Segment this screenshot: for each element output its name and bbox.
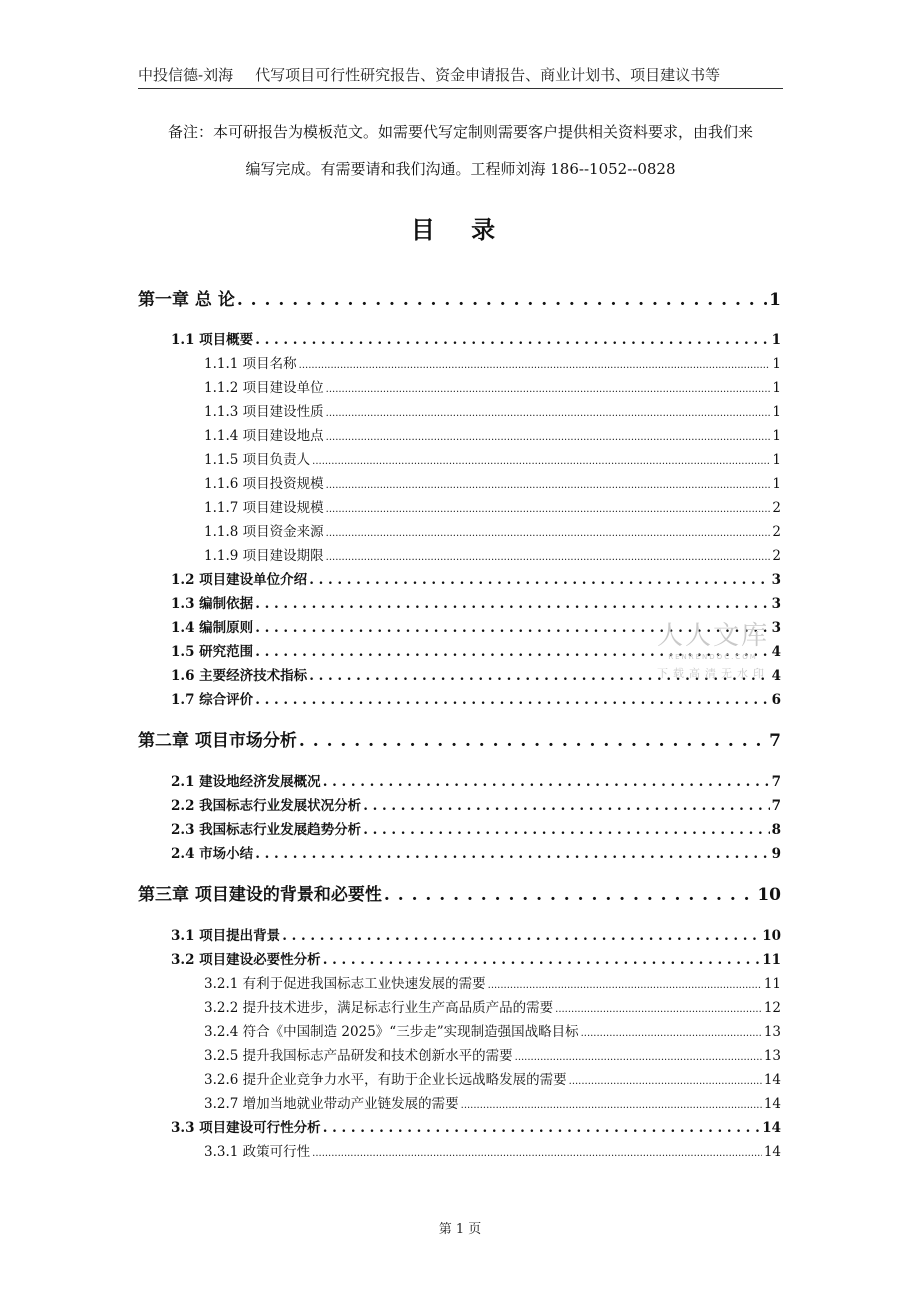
note-line-2: 编写完成。有需要请和我们沟通。工程师刘海 186--1052--0828 (245, 160, 676, 178)
toc-entry-sub[interactable] (138, 352, 781, 376)
toc-leader-dots (555, 996, 762, 1022)
toc-entry-page: 11 (763, 976, 781, 992)
toc-entry-page: 1 (772, 428, 781, 444)
toc-leader-dots (326, 400, 771, 426)
toc-leader-dots (363, 818, 769, 842)
toc-entry-page: 3 (771, 572, 781, 588)
toc-leader-dots (323, 1116, 761, 1140)
toc-leader-dots (326, 544, 771, 570)
toc-entry-page: 7 (769, 731, 781, 751)
toc-entry-page: 1 (772, 476, 781, 492)
toc-entry-sub[interactable] (138, 400, 781, 424)
toc-entry-title: 第一章 总 论 (138, 290, 235, 310)
header-author: 中投信德-刘海 (138, 66, 234, 84)
toc-entry-page: 13 (763, 1048, 781, 1064)
watermark-slogan: 下载高清无水印 (657, 667, 769, 680)
toc-leader-dots (569, 1068, 762, 1094)
toc-entry-sec[interactable] (138, 688, 781, 712)
toc-entry-sub[interactable] (138, 448, 781, 472)
toc-leader-dots (326, 424, 771, 450)
toc-leader-dots (326, 520, 771, 546)
toc-entry-chapter[interactable] (138, 282, 781, 318)
toc-entry-page: 8 (771, 822, 781, 838)
toc-entry-title: 1.5 研究范围 (171, 644, 254, 660)
toc-leader-dots (255, 842, 769, 866)
toc-leader-dots (323, 770, 770, 794)
toc-entry-title: 1.2 项目建设单位介绍 (171, 572, 308, 588)
toc-leader-dots (255, 688, 769, 712)
toc-entry-page: 4 (771, 644, 781, 660)
toc-entry-title: 1.7 综合评价 (171, 692, 254, 708)
toc-entry-page: 1 (772, 380, 781, 396)
toc-entry-sub[interactable] (138, 1068, 781, 1092)
toc-entry-title: 1.3 编制依据 (171, 596, 254, 612)
toc-entry-page: 14 (763, 1144, 781, 1160)
toc-entry-title: 第二章 项目市场分析 (138, 731, 297, 751)
toc-entry-page: 4 (771, 668, 781, 684)
toc-entry-title: 2.3 我国标志行业发展趋势分析 (171, 822, 362, 838)
watermark-title: 人人文库 (656, 621, 769, 651)
note-block (138, 114, 783, 188)
page-number: 第 1 页 (438, 1222, 482, 1237)
toc-entry-title: 1.1 项目概要 (171, 332, 254, 348)
toc-entry-title: 1.1.3 项目建设性质 (204, 404, 324, 420)
toc-entry-title: 3.1 项目提出背景 (171, 928, 281, 944)
toc-leader-dots (237, 282, 767, 318)
toc-entry-sec[interactable] (138, 592, 781, 616)
toc-entry-sub[interactable] (138, 424, 781, 448)
toc-entry-sub[interactable] (138, 1092, 781, 1116)
toc-leader-dots (326, 376, 771, 402)
table-of-contents (138, 282, 781, 1164)
toc-entry-sub[interactable] (138, 1020, 781, 1044)
watermark-site: RENRENDOC.COM (668, 653, 758, 661)
page-header (138, 64, 783, 85)
toc-leader-dots (323, 948, 761, 972)
toc-entry-page: 11 (762, 952, 781, 968)
toc-entry-sub[interactable] (138, 1044, 781, 1068)
toc-entry-title: 3.3 项目建设可行性分析 (171, 1120, 321, 1136)
toc-entry-sec[interactable] (138, 948, 781, 972)
toc-leader-dots (299, 352, 771, 378)
header-rule (138, 88, 783, 89)
toc-entry-title: 3.2.6 提升企业竞争力水平，有助于企业长远战略发展的需要 (204, 1072, 567, 1088)
toc-entry-title: 1.4 编制原则 (171, 620, 254, 636)
toc-entry-title: 3.2.5 提升我国标志产品研发和技术创新水平的需要 (204, 1048, 513, 1064)
toc-entry-title: 3.2.4 符合《中国制造 2025》“三步走”实现制造强国战略目标 (204, 1024, 579, 1040)
toc-entry-title: 2.2 我国标志行业发展状况分析 (171, 798, 362, 814)
toc-leader-dots (255, 328, 769, 352)
toc-entry-title: 3.2.2 提升技术进步，满足标志行业生产高品质产品的需要 (204, 1000, 554, 1016)
toc-entry-page: 14 (763, 1096, 781, 1112)
toc-leader-dots (581, 1020, 762, 1046)
toc-entry-title: 1.1.9 项目建设期限 (204, 548, 324, 564)
toc-entry-chapter[interactable] (138, 870, 781, 920)
toc-title: 目 录 (410, 215, 510, 244)
toc-leader-dots (363, 794, 769, 818)
toc-entry-sec[interactable] (138, 770, 781, 794)
header-services: 代写项目可行性研究报告、资金申请报告、商业计划书、项目建议书等 (255, 66, 721, 84)
toc-entry-sub[interactable] (138, 496, 781, 520)
toc-entry-page: 6 (771, 692, 781, 708)
toc-entry-page: 2 (772, 500, 781, 516)
toc-entry-page: 2 (772, 524, 781, 540)
toc-leader-dots (326, 472, 771, 498)
toc-entry-page: 1 (771, 332, 781, 348)
toc-entry-sec[interactable] (138, 924, 781, 948)
toc-entry-sec[interactable] (138, 1116, 781, 1140)
toc-entry-title: 第三章 项目建设的背景和必要性 (138, 885, 382, 905)
toc-entry-sub[interactable] (138, 972, 781, 996)
toc-entry-page: 7 (771, 798, 781, 814)
toc-entry-chapter[interactable] (138, 716, 781, 766)
toc-entry-page: 3 (771, 620, 781, 636)
toc-leader-dots (255, 592, 769, 616)
toc-entry-title: 1.1.5 项目负责人 (204, 452, 311, 468)
toc-leader-dots (461, 1092, 762, 1118)
toc-entry-sub[interactable] (138, 544, 781, 568)
toc-entry-page: 1 (772, 452, 781, 468)
toc-leader-dots (309, 568, 769, 592)
toc-entry-title: 1.1.6 项目投资规模 (204, 476, 324, 492)
toc-leader-dots (299, 716, 767, 766)
toc-entry-title: 1.1.4 项目建设地点 (204, 428, 324, 444)
toc-entry-title: 3.2.7 增加当地就业带动产业链发展的需要 (204, 1096, 459, 1112)
toc-entry-page: 14 (763, 1072, 781, 1088)
toc-entry-page: 10 (762, 928, 781, 944)
toc-entry-sec[interactable] (138, 842, 781, 866)
toc-leader-dots (384, 870, 755, 920)
toc-entry-title: 3.2.1 有利于促进我国标志工业快速发展的需要 (204, 976, 486, 992)
note-line-1: 备注：本可研报告为模板范文。如需要代写定制则需要客户提供相关资料要求，由我们来 (167, 123, 753, 141)
toc-entry-page: 13 (763, 1024, 781, 1040)
toc-entry-title: 3.3.1 政策可行性 (204, 1144, 311, 1160)
toc-entry-title: 1.6 主要经济技术指标 (171, 668, 308, 684)
toc-leader-dots (312, 1140, 762, 1166)
toc-entry-sec[interactable] (138, 818, 781, 842)
toc-entry-page: 1 (772, 404, 781, 420)
toc-entry-title: 1.1.1 项目名称 (204, 356, 297, 372)
toc-entry-page: 7 (771, 774, 781, 790)
toc-leader-dots (312, 448, 770, 474)
toc-entry-sub[interactable] (138, 376, 781, 400)
toc-entry-sub[interactable] (138, 520, 781, 544)
toc-leader-dots (488, 972, 762, 998)
toc-entry-sec[interactable] (138, 328, 781, 352)
toc-entry-sub[interactable] (138, 1140, 781, 1164)
toc-entry-sub[interactable] (138, 996, 781, 1020)
toc-entry-page: 3 (771, 596, 781, 612)
toc-entry-page: 9 (771, 846, 781, 862)
toc-entry-title: 3.2 项目建设必要性分析 (171, 952, 321, 968)
toc-entry-title: 1.1.2 项目建设单位 (204, 380, 324, 396)
toc-entry-page: 14 (762, 1120, 781, 1136)
toc-leader-dots (326, 496, 771, 522)
toc-leader-dots (282, 924, 760, 948)
toc-leader-dots (515, 1044, 762, 1070)
toc-entry-title: 2.4 市场小结 (171, 846, 254, 862)
toc-entry-title: 1.1.8 项目资金来源 (204, 524, 324, 540)
toc-entry-title: 1.1.7 项目建设规模 (204, 500, 324, 516)
toc-entry-page: 1 (772, 356, 781, 372)
watermark (648, 620, 778, 682)
toc-entry-page: 1 (769, 290, 781, 310)
toc-entry-page: 10 (757, 885, 781, 905)
toc-entry-page: 2 (772, 548, 781, 564)
toc-entry-sec[interactable] (138, 568, 781, 592)
toc-entry-sec[interactable] (138, 794, 781, 818)
toc-entry-sub[interactable] (138, 472, 781, 496)
toc-entry-title: 2.1 建设地经济发展概况 (171, 774, 321, 790)
toc-entry-page: 12 (763, 1000, 781, 1016)
